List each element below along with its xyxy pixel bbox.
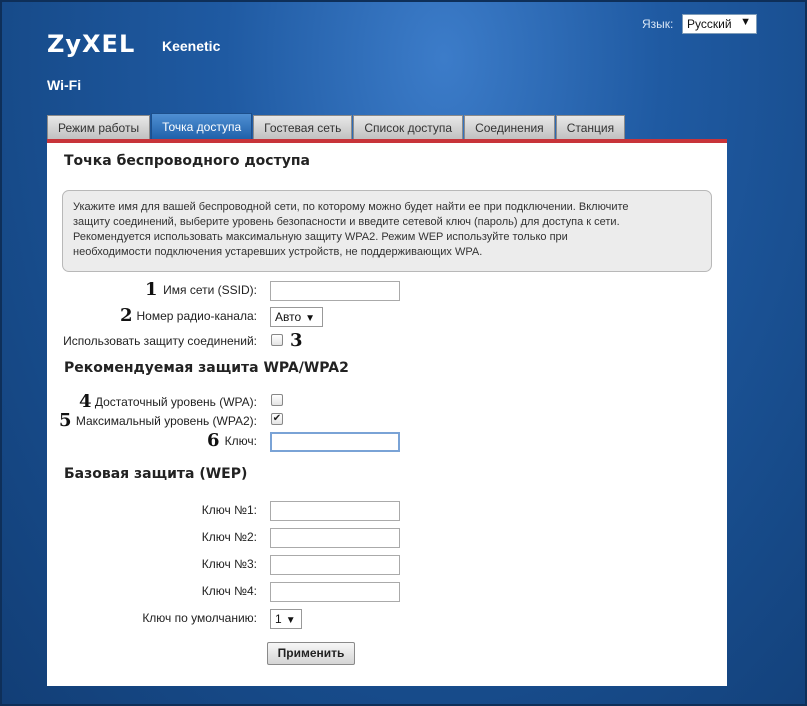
- tab-bar: [47, 113, 626, 140]
- chevron-down-icon: ▼: [305, 313, 316, 324]
- tab-operation-mode[interactable]: Режим работы: [47, 115, 150, 140]
- wpa-checkbox[interactable]: [271, 394, 283, 406]
- panel-title: Точка беспроводного доступа: [64, 153, 310, 169]
- wep-key-2-input[interactable]: [270, 528, 400, 548]
- key-input[interactable]: [270, 432, 400, 452]
- apply-button[interactable]: Применить: [267, 642, 355, 665]
- ssid-label: Имя сети (SSID):: [163, 283, 257, 297]
- use-security-label: Использовать защиту соединений:: [63, 334, 257, 348]
- tab-connections[interactable]: Соединения: [464, 115, 555, 140]
- wep-key-2-label: Ключ №2:: [201, 530, 257, 544]
- use-security-checkbox[interactable]: [271, 334, 283, 346]
- product-name: Keenetic: [162, 38, 221, 54]
- tab-station[interactable]: Станция: [556, 115, 625, 140]
- wpa-label: Достаточный уровень (WPA):: [94, 395, 257, 409]
- wpa-section-title: Рекомендуемая защита WPA/WPA2: [64, 360, 349, 376]
- wep-section-title: Базовая защита (WEP): [64, 466, 248, 482]
- marker-6: 6: [207, 430, 220, 451]
- language-select[interactable]: [682, 14, 757, 34]
- marker-5: 5: [59, 410, 72, 431]
- default-key-label: Ключ по умолчанию:: [142, 611, 257, 625]
- info-line: необходимости подключения устаревших устройств, не поддерживающих WPA.: [73, 246, 483, 258]
- info-box: [62, 190, 712, 272]
- tab-guest-network[interactable]: Гостевая сеть: [253, 115, 352, 140]
- marker-4: 4: [79, 391, 92, 412]
- zyxel-logo: ZyXEL: [47, 30, 136, 58]
- wpa2-label: Максимальный уровень (WPA2):: [75, 414, 257, 428]
- marker-2: 2: [120, 305, 133, 326]
- default-key-select[interactable]: [270, 609, 302, 629]
- info-line: Рекомендуется использовать максимальную защиту WPA2. Режим WEP используйте только при: [73, 231, 568, 243]
- wep-key-4-label: Ключ №4:: [201, 584, 257, 598]
- page-title: Wi-Fi: [47, 77, 82, 93]
- chevron-down-icon: ▼: [285, 615, 296, 626]
- channel-select[interactable]: [270, 307, 323, 327]
- ssid-input[interactable]: [270, 281, 400, 301]
- default-key-value: 1: [275, 612, 282, 626]
- language-value: Русский: [687, 17, 732, 31]
- wep-key-3-input[interactable]: [270, 555, 400, 575]
- language-label: Язык:: [642, 17, 674, 31]
- info-line: защиту соединений, выберите уровень безопасности и введите сетевой ключ (пароль) для доступа к сети.: [73, 216, 620, 228]
- chevron-down-icon: ▼: [740, 16, 751, 28]
- settings-panel: [47, 143, 727, 686]
- info-line: Укажите имя для вашей беспроводной сети, по которому можно будет найти ее при подключении. Включите: [73, 201, 629, 213]
- tab-access-list[interactable]: Список доступа: [353, 115, 463, 140]
- tab-access-point[interactable]: Точка доступа: [151, 113, 252, 140]
- wep-key-1-label: Ключ №1:: [201, 503, 257, 517]
- wep-key-3-label: Ключ №3:: [201, 557, 257, 571]
- channel-label: Номер радио-канала:: [136, 309, 257, 323]
- marker-1: 1: [145, 279, 158, 300]
- key-label: Ключ:: [224, 434, 257, 448]
- wpa2-checkbox[interactable]: ✔: [272, 413, 282, 424]
- marker-3: 3: [290, 330, 303, 351]
- channel-value: Авто: [275, 310, 302, 324]
- wep-key-1-input[interactable]: [270, 501, 400, 521]
- wep-key-4-input[interactable]: [270, 582, 400, 602]
